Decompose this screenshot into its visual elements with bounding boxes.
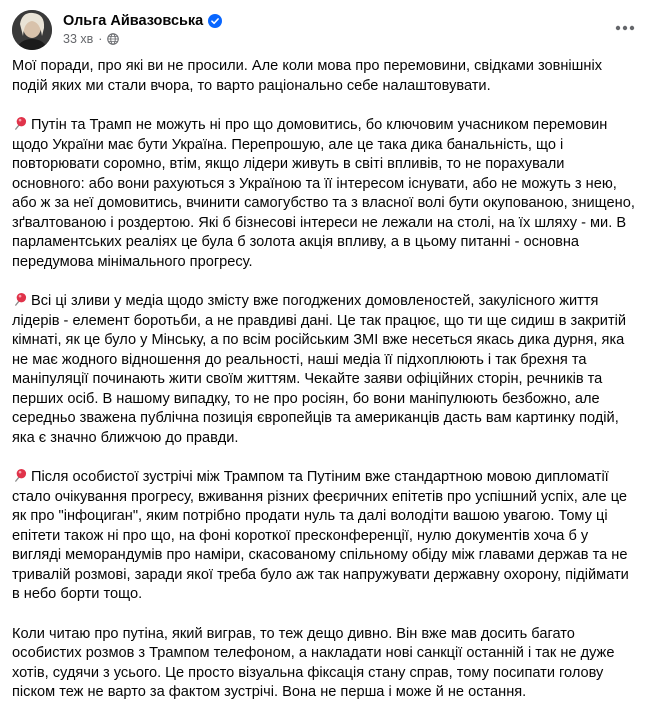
author-avatar[interactable] (12, 10, 52, 50)
author-name-row (63, 13, 222, 29)
verified-badge-icon (208, 14, 222, 28)
paragraph-text: Коли читаю про путіна, який виграв, то теж дещо дивно. Він вже мав досить багато особистих розмов з Трампом телефоном, а накладати нові санкції останній і так не дуже хотів, судячи з усього. Це просто візуальна фіксація стану справ, тому посипати голову піском теж не варто за фактом зустрічі. Вона не перша і може й не остання. (12, 625, 615, 700)
post-paragraph (12, 116, 637, 272)
paragraph-text: Всі ці зливи у медіа щодо змісту вже погоджених домовленостей, закулісного життя лідерів - елемент боротьби, а не правдиві дані. Це так працює, що ти ще сидиш в закритій кімнаті, як це було у Мінську, а по всім російським ЗМІ вже несеться якась дика дурня, яка не має жодного відношення до реальності, наші медіа її підхоплюють і так брехня та маніпуляції починають жити своїм життям. Чекайте заяви офіційних сторін, речників та перших осіб. В нашому випадку, то не про росіян, бо вони маніпулюють безбожно, але середньо зважена публічна позиція європейців та американців дасть вам картинку подій, яка є значно ближчою до правди. (12, 293, 627, 446)
post-paragraph (12, 468, 637, 605)
post-header (12, 10, 643, 50)
paragraph-text: Після особистої зустрічі між Трампом та Путіним вже стандартною мовою дипломатії стало очікування прогресу, вживання різних феєричних епітетів про успішний успіх, але це як про "інфоциган", яким потрібно продати нуль та далі володіти вашою увагою. Тому ці епітети також ні про що, на фоні короткої пресконференції, нулю документів хоча б у вигляді меморандумів про наміри, скасованому спільному обіду між главами держав та не тривалій розмові, заради якої треба було аж так напружувати державну охорону, підіймати в небо борти тощо. (12, 469, 629, 602)
globe-icon[interactable] (107, 33, 119, 45)
more-options-icon[interactable] (611, 14, 639, 42)
post-paragraph (12, 625, 637, 703)
post-paragraph (12, 57, 637, 96)
post-paragraph (12, 292, 637, 448)
post-body (12, 57, 637, 723)
meta-separator: · (98, 32, 103, 46)
round-pushpin-icon (12, 116, 27, 131)
paragraph-text: Мої поради, про які ви не просили. Але коли мова про перемовини, свідками зовнішніх подій яких ми стали вчора, то варто раціонально себе налаштовувати. (12, 58, 602, 94)
round-pushpin-icon (12, 468, 27, 483)
avatar-photo (12, 10, 52, 50)
post-timestamp[interactable]: 33 хв (63, 32, 94, 46)
author-name[interactable]: Ольга Айвазовська (63, 13, 204, 29)
post-meta (63, 32, 119, 46)
round-pushpin-icon (12, 292, 27, 307)
paragraph-text: Путін та Трамп не можуть ні про що домовитись, бо ключовим учасником перемовин щодо України має бути Україна. Перепрошую, але це така дика банальність, що і повторювати соромно, втім, якщо лідери живуть в світі впливів, то не порахували основного: або вони рахуються з Україною та її інтересом існувати, або не можуть з нею, або ж за неї домовитись, вчинити самогубство та з власної волі бути окупованою, знищено, зґвалтованою і роздертою. Які б бізнесові інтереси не лежали на столі, на їх шляху - ми. В парламентських реаліях це була б золота акція впливу, а в цьому питанні - основна передумова мінімального прогресу. (12, 117, 635, 270)
